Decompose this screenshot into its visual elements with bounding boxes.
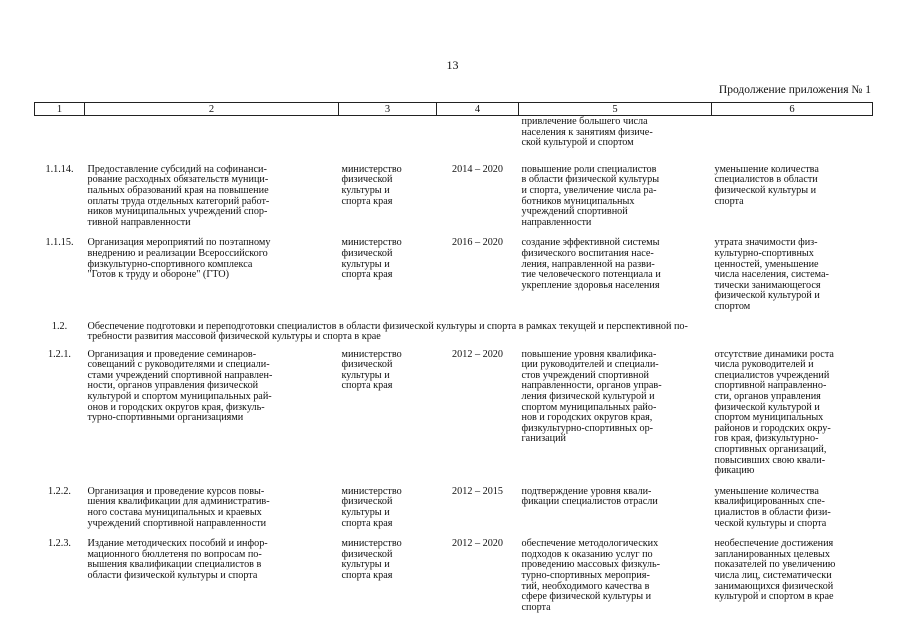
row-number: 1.2.1. [48, 348, 71, 360]
row-number: 1.1.14. [45, 163, 74, 175]
section-row [35, 322, 873, 343]
years-cell: 2014 – 2020 [452, 163, 503, 175]
years-cell: 2016 – 2020 [452, 237, 503, 249]
header-col-6: 6 [712, 103, 873, 116]
executor-cell: министерство физической культуры и спорта края [341, 348, 402, 392]
header-col-1: 1 [35, 103, 85, 116]
row-number: 1.2.3. [48, 538, 71, 550]
table-row [35, 487, 873, 529]
result-cell: повышение роли специалистов в области физической культуры и спорта, увеличение числа ра- ботников муниципальных учреждений спортивной направленности [521, 163, 660, 228]
consequence-cell: отсутствие динамики роста числа руководителей и специалистов учреждений спортивной направленно- сти, органов управления физической культурой и спортом муниципальных районов и городских окру- гов края, физкультурно- спортивных организаций, повысивших свою квали- фикацию [714, 348, 834, 477]
table-row [35, 350, 873, 477]
executor-cell: министерство физической культуры и спорта края [341, 163, 402, 207]
executor-cell: министерство физической культуры и спорта края [341, 485, 402, 529]
continuation-label: Продолжение приложения № 1 [718, 84, 871, 96]
header-col-3: 3 [339, 103, 437, 116]
header-col-2: 2 [85, 103, 339, 116]
table-row [35, 238, 873, 312]
consequence-cell: уменьшение количества специалистов в области физической культуры и спорта [714, 163, 819, 207]
activity-cell: Организация и проведение курсов повы- шения квалификации для административ- ного состава муниципальных и краевых учреждений спортивной направленности [87, 485, 270, 529]
result-cell: подтверждение уровня квали- фикации специалистов отрасли [521, 485, 658, 508]
consequence-cell: уменьшение количества квалифицированных спе- циалистов в области физи- ческой культуры и спорта [714, 485, 831, 529]
activity-cell: Предоставление субсидий на софинанси- рование расходных обязательств муници- пальных образований края на повышение оплаты труда отдельных категорий работ- ников муниципальных учреждений спор- тивной направленности [87, 163, 270, 228]
consequence-cell: необеспечение достижения запланированных целевых показателей по увеличению числа лиц, систематически занимающихся физической культурой и спортом в крае [714, 538, 836, 603]
program-table [34, 102, 873, 613]
executor-cell: министерство физической культуры и спорта края [341, 237, 402, 281]
executor-cell: министерство физической культуры и спорта края [341, 538, 402, 581]
header-row [35, 103, 873, 116]
consequence-cell: утрата значимости физ- культурно-спортивных ценностей, уменьшение числа населения, система- тически занимающегося физической культурой и спортом [714, 237, 829, 312]
row-number: 1.2.2. [48, 485, 71, 497]
result-cell: создание эффективной системы физического воспитания насе- ления, направленной на разви- тие человеческого потенциала и укрепление здоровья населения [521, 237, 661, 291]
table-row [35, 539, 873, 613]
continuation-result: привлечение большего числа населения к занятиям физиче- ской культурой и спортом [521, 116, 653, 149]
activity-cell: Издание методических пособий и инфор- мационного бюллетеня по вопросам по- вышения квалификации специалистов в области физической культуры и спорта [87, 538, 268, 581]
years-cell: 2012 – 2020 [452, 538, 503, 550]
result-cell: обеспечение методологических подходов к оказанию услуг по проведению массовых физкуль- турно-спортивных мероприя- тий, необходимого качества в сфере физической культуры и спорта [521, 538, 661, 613]
continuation-row [35, 116, 873, 165]
section-number: 1.2. [51, 320, 68, 332]
page-number: 13 [446, 58, 459, 72]
result-cell: повышение уровня квалифика- ции руководителей и специали- стов учреждений спортивной направленности, органов управ- ления физической культурой и спортом муниципальных райо- нов и городских округов края, физкультурно-спортивных ор- ганизаций [521, 348, 662, 445]
header-col-4: 4 [437, 103, 519, 116]
header-col-5: 5 [519, 103, 712, 116]
row-number: 1.1.15. [45, 237, 74, 249]
years-cell: 2012 – 2015 [452, 485, 503, 497]
table-row [35, 165, 873, 229]
section-title: Обеспечение подготовки и переподготовки специалистов в области физической культуры и спорта в рамках текущей и перспективной по- требности развития массовой физической культуры и спорта в крае [87, 320, 688, 343]
activity-cell: Организация и проведение семинаров- совещаний с руководителями и специали- стами учреждений спортивной направлен- ности, органов управления физической культурой и спортом муниципальных рай- онов и городских округов края, физкуль- турно-спортивными организациями [87, 348, 273, 424]
years-cell: 2012 – 2020 [452, 348, 503, 360]
activity-cell: Организация мероприятий по поэтапному внедрению и реализации Всероссийского физкультурно-спортивного комплекса "Готов к труду и обороне" (ГТО) [87, 237, 271, 281]
